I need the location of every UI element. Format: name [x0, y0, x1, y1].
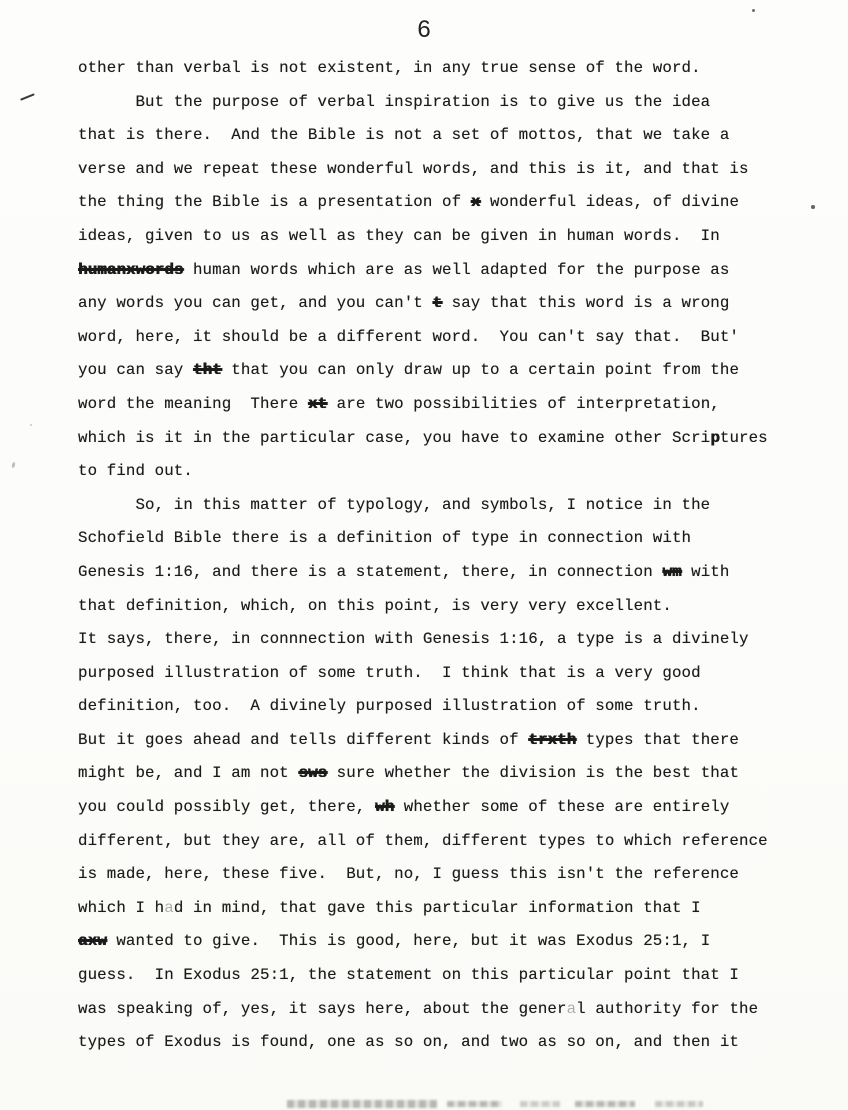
text-line	[78, 556, 823, 590]
text-line	[78, 489, 823, 523]
text-segment: was speaking of, yes, it says here, about the gener	[78, 999, 567, 1018]
smudge-mark	[655, 1101, 703, 1107]
struck-out-text: wm	[662, 562, 682, 581]
text-segment: sure whether the division is the best that	[327, 764, 740, 783]
text-line	[78, 1026, 823, 1060]
ink-speck	[11, 462, 15, 469]
text-segment: that you can only draw up to a certain point from the	[221, 361, 740, 380]
text-line	[78, 354, 823, 388]
text-line	[78, 522, 823, 556]
text-segment: l authority for the	[576, 999, 759, 1018]
struck-out-text: humanxwords	[78, 260, 184, 279]
text-segment: which is it in the particular case, you have to examine other Scri	[78, 428, 711, 447]
smudge-mark	[287, 1100, 437, 1108]
text-segment: guess. In Exodus 25:1, the statement on this particular point that I	[78, 966, 739, 985]
text-line	[78, 455, 823, 489]
text-line	[78, 892, 823, 926]
text-segment: Genesis 1:16, and there is a statement, there, in connection	[78, 562, 663, 581]
text-segment: types of Exodus is found, one as so on, and two as so on, and then it	[78, 1033, 739, 1052]
text-segment: wanted to give. This is good, here, but it was Exodus 25:1, I	[106, 932, 711, 951]
text-line	[78, 657, 823, 691]
text-segment: human words which are as well adapted for the purpose as	[183, 260, 730, 279]
text-segment: that is there. And the Bible is not a set of mottos, that we take a	[78, 126, 730, 145]
page-number: 6	[417, 16, 431, 43]
text-line	[78, 825, 823, 859]
struck-out-text: axw	[78, 932, 107, 951]
text-line	[78, 52, 823, 86]
smudge-mark	[575, 1101, 635, 1107]
smudge-mark	[447, 1101, 502, 1107]
cut-off-text-smudge	[0, 1099, 848, 1110]
text-line	[78, 925, 823, 959]
text-segment: verse and we repeat these wonderful words, and this is it, and that is	[78, 159, 749, 178]
text-line	[78, 153, 823, 187]
text-line	[78, 690, 823, 724]
text-segment: the thing the Bible is a presentation of	[78, 193, 471, 212]
text-segment: might be, and I am not	[78, 764, 299, 783]
text-segment: a	[164, 898, 174, 917]
text-segment: But it goes ahead and tells different kinds of	[78, 730, 529, 749]
text-segment: which I h	[78, 898, 165, 917]
text-line	[78, 858, 823, 892]
text-segment: other than verbal is not existent, in any true sense of the word.	[78, 59, 701, 77]
text-segment: So, in this matter of typology, and symbols, I notice in the	[78, 495, 711, 514]
text-segment: It says, there, in connnection with Genesis 1:16, a type is a divinely	[78, 630, 749, 649]
struck-out-text: xt	[307, 394, 328, 413]
struck-out-text: t	[432, 294, 443, 313]
text-line	[78, 254, 823, 288]
text-segment: are two possibilities of interpretation,	[327, 394, 720, 413]
text-segment: you could possibly get, there,	[78, 798, 375, 817]
text-segment: p	[710, 428, 720, 447]
text-segment: is made, here, these five. But, no, I guess this isn't the reference	[78, 865, 739, 884]
text-segment: ideas, given to us as well as they can be given in human words. In	[78, 226, 720, 245]
text-line	[78, 993, 823, 1027]
struck-out-text: sws	[298, 764, 328, 783]
text-line	[78, 119, 823, 153]
pencil-tick-mark	[20, 93, 35, 101]
ink-speck	[752, 9, 755, 12]
text-segment: any words you can get, and you can't	[78, 294, 433, 313]
text-segment: to find out.	[78, 462, 193, 481]
text-segment: word, here, it should be a different word. You can't say that. But'	[78, 327, 739, 346]
text-segment: tures	[719, 428, 768, 447]
text-segment: different, but they are, all of them, different types to which reference	[78, 831, 768, 850]
ink-speck	[30, 424, 32, 426]
struck-out-text: trxth	[528, 730, 577, 749]
text-segment: types that there	[576, 730, 740, 749]
text-line	[78, 959, 823, 993]
text-line	[78, 422, 823, 456]
text-segment: a	[566, 999, 577, 1018]
text-segment: definition, too. A divinely purposed illustration of some truth.	[78, 697, 701, 716]
text-segment: that definition, which, on this point, is very very excellent.	[78, 596, 672, 615]
text-line	[78, 86, 823, 120]
text-line	[78, 186, 823, 220]
text-line	[78, 724, 823, 758]
text-segment: whether some of these are entirely	[394, 798, 730, 817]
text-line	[78, 287, 823, 321]
text-line	[78, 220, 823, 254]
text-segment: word the meaning There	[78, 394, 308, 413]
text-segment: But the purpose of verbal inspiration is to give us the idea	[78, 92, 711, 111]
text-segment: wonderful ideas, of divine	[480, 193, 740, 212]
struck-out-text: x	[470, 193, 481, 212]
typewritten-text-body	[78, 52, 823, 1060]
text-segment: purposed illustration of some truth. I think that is a very good	[78, 663, 701, 682]
text-segment: say that this word is a wrong	[442, 294, 730, 313]
text-segment: with	[681, 562, 730, 581]
smudge-mark	[520, 1101, 560, 1107]
struck-out-text: tht	[192, 361, 222, 380]
text-line	[78, 321, 823, 355]
struck-out-text: wh	[374, 798, 395, 817]
text-segment: d in mind, that gave this particular information that I	[173, 898, 701, 917]
text-segment: you can say	[78, 361, 193, 380]
text-line	[78, 757, 823, 791]
text-line	[78, 388, 823, 422]
text-segment: Schofield Bible there is a definition of type in connection with	[78, 529, 692, 548]
text-line	[78, 590, 823, 624]
text-line	[78, 623, 823, 657]
text-line	[78, 791, 823, 825]
